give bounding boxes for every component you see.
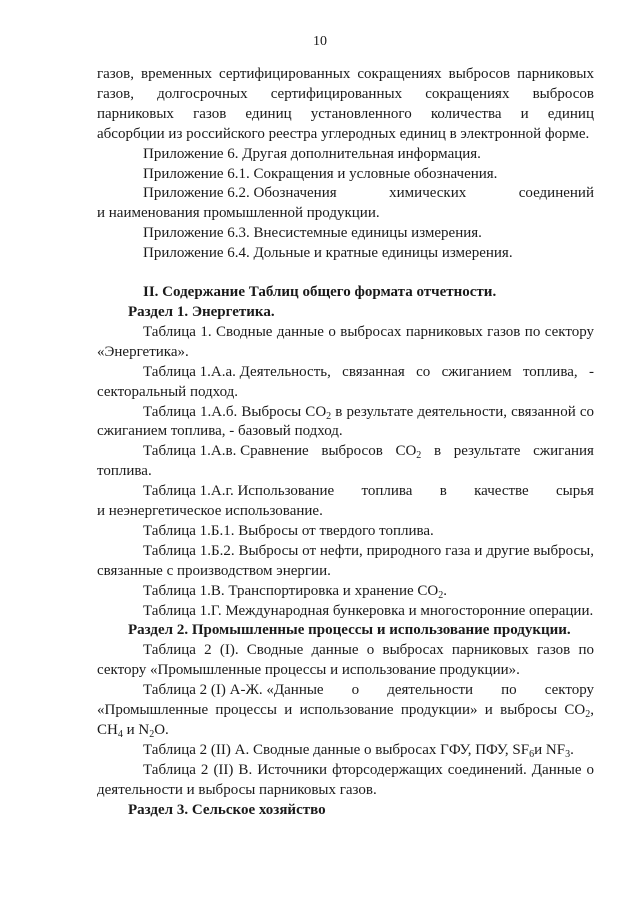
word: соединений bbox=[518, 185, 594, 202]
subscript: 3 bbox=[565, 748, 571, 760]
appendix-6-1: Приложение 6.1. Сокращения и условные обозначения. bbox=[143, 165, 498, 182]
word: парниковых bbox=[517, 66, 594, 82]
text: . bbox=[570, 741, 574, 758]
word: выбросов bbox=[448, 66, 511, 82]
text: и NF bbox=[534, 741, 566, 758]
subscript: 2 bbox=[585, 709, 591, 721]
table-1: Таблица 1. Сводные данные о выбросах парниковых газов по сектору «Энергетика». bbox=[97, 323, 594, 360]
word: в bbox=[439, 483, 447, 500]
section-heading: II. Содержание Таблиц общего формата отчетности. bbox=[143, 284, 497, 301]
word: газов bbox=[193, 105, 227, 122]
table-2IIA bbox=[97, 741, 594, 761]
word: результате bbox=[453, 443, 521, 460]
word: связанная bbox=[342, 363, 405, 380]
word: топлива, bbox=[522, 363, 578, 380]
table-1Av-line-2: топлива. bbox=[97, 463, 152, 480]
text: Таблица 2 (II) А. Сводные данные о выбросах ГФУ, ПФУ, SF bbox=[143, 741, 530, 758]
table-2IIB: Таблица 2 (II) В. Источники фторсодержащих соединений. Данные о деятельности и выбросы парниковых газов. bbox=[97, 761, 594, 798]
text: «Промышленные процессы и использование продукции» и выбросы CO bbox=[97, 702, 586, 719]
subscript: 2 bbox=[438, 589, 444, 601]
text: CH bbox=[97, 722, 118, 738]
word: топлива bbox=[361, 483, 413, 500]
subscript: 6 bbox=[529, 748, 535, 760]
part-1-heading: Раздел 1. Энергетика. bbox=[128, 303, 275, 320]
table-1Ag-line-2: и неэнергетическое использование. bbox=[97, 503, 323, 520]
word: сертифицированных bbox=[270, 85, 403, 102]
word: выбросов bbox=[321, 443, 383, 460]
word: по bbox=[501, 682, 517, 699]
text: Таблица 1.А.б. Выбросы CO bbox=[143, 403, 327, 420]
appendix-6-2-line-1 bbox=[97, 184, 594, 204]
word: выбросов bbox=[532, 85, 594, 102]
word: временных bbox=[140, 66, 213, 82]
word: химических bbox=[389, 185, 467, 202]
table-1Ag-line-1 bbox=[97, 482, 594, 502]
part-3-heading: Раздел 3. Сельское хозяйство bbox=[128, 801, 326, 818]
word: установленного bbox=[310, 105, 412, 122]
intro-line-1 bbox=[97, 65, 594, 85]
appendix-6: Приложение 6. Другая дополнительная информация. bbox=[143, 145, 481, 162]
intro-line-3 bbox=[97, 105, 594, 125]
text: и N bbox=[122, 722, 150, 738]
text: Таблица 1.В. Транспортировка и хранение CO bbox=[143, 582, 439, 599]
table-1Av-line-1 bbox=[97, 442, 594, 462]
table-1Ab bbox=[97, 403, 594, 443]
word: сертифицированных bbox=[219, 66, 351, 82]
word: сырья bbox=[555, 483, 594, 500]
word: Приложение 6.2. Обозначения bbox=[143, 185, 337, 202]
appendix-6-4: Приложение 6.4. Дольные и кратные единицы измерения. bbox=[143, 245, 513, 262]
page-number: 10 bbox=[313, 34, 327, 49]
word: сокращениях bbox=[357, 66, 442, 82]
intro-line-4: абсорбции из российского реестра углеродных единиц в электронной форме. bbox=[97, 125, 590, 142]
text: , bbox=[590, 702, 594, 719]
word: со bbox=[416, 363, 431, 380]
word: сокращениях bbox=[425, 85, 510, 102]
table-2I: Таблица 2 (I). Сводные данные о выбросах парниковых газов по сектору «Промышленные процессы и использование продукции». bbox=[97, 642, 594, 679]
word: качестве bbox=[474, 483, 529, 500]
word: Таблица 1.А.а. Деятельность, bbox=[143, 363, 331, 380]
appendix-6-3: Приложение 6.3. Внесистемные единицы измерения. bbox=[143, 225, 482, 242]
word: количества bbox=[430, 105, 502, 122]
word: сектору bbox=[544, 682, 594, 699]
table-2IAZh-line-2 bbox=[97, 701, 594, 721]
word: в bbox=[433, 443, 442, 460]
word: Таблица 1.А.в. Сравнение bbox=[143, 443, 309, 460]
table-1G: Таблица 1.Г. Международная бункеровка и многосторонние операции. bbox=[143, 602, 594, 619]
subscript: 2 bbox=[326, 410, 332, 422]
table-1Aa-line-2: секторальный подход. bbox=[97, 383, 239, 400]
text: . bbox=[443, 582, 447, 599]
text: в результате деятельности, связанной со сжиганием топлива, - базовый подход. bbox=[97, 403, 595, 440]
document-body bbox=[97, 65, 594, 821]
text: O. bbox=[154, 722, 169, 738]
word: и bbox=[520, 105, 529, 122]
subscript: 4 bbox=[117, 729, 123, 740]
table-1Aa-line-1 bbox=[97, 363, 594, 383]
part-2-heading: Раздел 2. Промышленные процессы и использование продукции. bbox=[128, 622, 571, 639]
word: - bbox=[588, 363, 594, 380]
word: сжигания bbox=[533, 443, 594, 460]
word: единиц bbox=[547, 105, 594, 122]
subscript: 2 bbox=[416, 450, 422, 462]
word: единиц bbox=[245, 105, 292, 122]
table-2IAZh-line-1 bbox=[97, 681, 594, 701]
subscript: 2 bbox=[149, 729, 155, 740]
appendix-6-2-line-2: и наименования промышленной продукции. bbox=[97, 205, 380, 222]
word: долгосрочных bbox=[157, 85, 248, 102]
word: парниковых bbox=[97, 105, 174, 122]
word: Таблица 1.А.г. Использование bbox=[143, 483, 335, 500]
table-1B1: Таблица 1.Б.1. Выбросы от твердого топлива. bbox=[143, 522, 434, 539]
word: сжиганием bbox=[441, 363, 512, 380]
word: Таблица 2 (I) А-Ж. «Данные bbox=[143, 682, 324, 699]
text: CO bbox=[395, 443, 417, 460]
word: газов, bbox=[97, 66, 134, 82]
word: газов, bbox=[97, 85, 134, 102]
co2-formula bbox=[395, 442, 421, 462]
word: о bbox=[351, 682, 360, 699]
table-1V bbox=[97, 582, 594, 602]
intro-line-2 bbox=[97, 85, 594, 105]
word: деятельности bbox=[387, 682, 474, 699]
table-1B2: Таблица 1.Б.2. Выбросы от нефти, природного газа и другие выбросы, связанные с производством энергии. bbox=[97, 542, 594, 579]
table-2IAZh-line-3 bbox=[97, 721, 594, 741]
